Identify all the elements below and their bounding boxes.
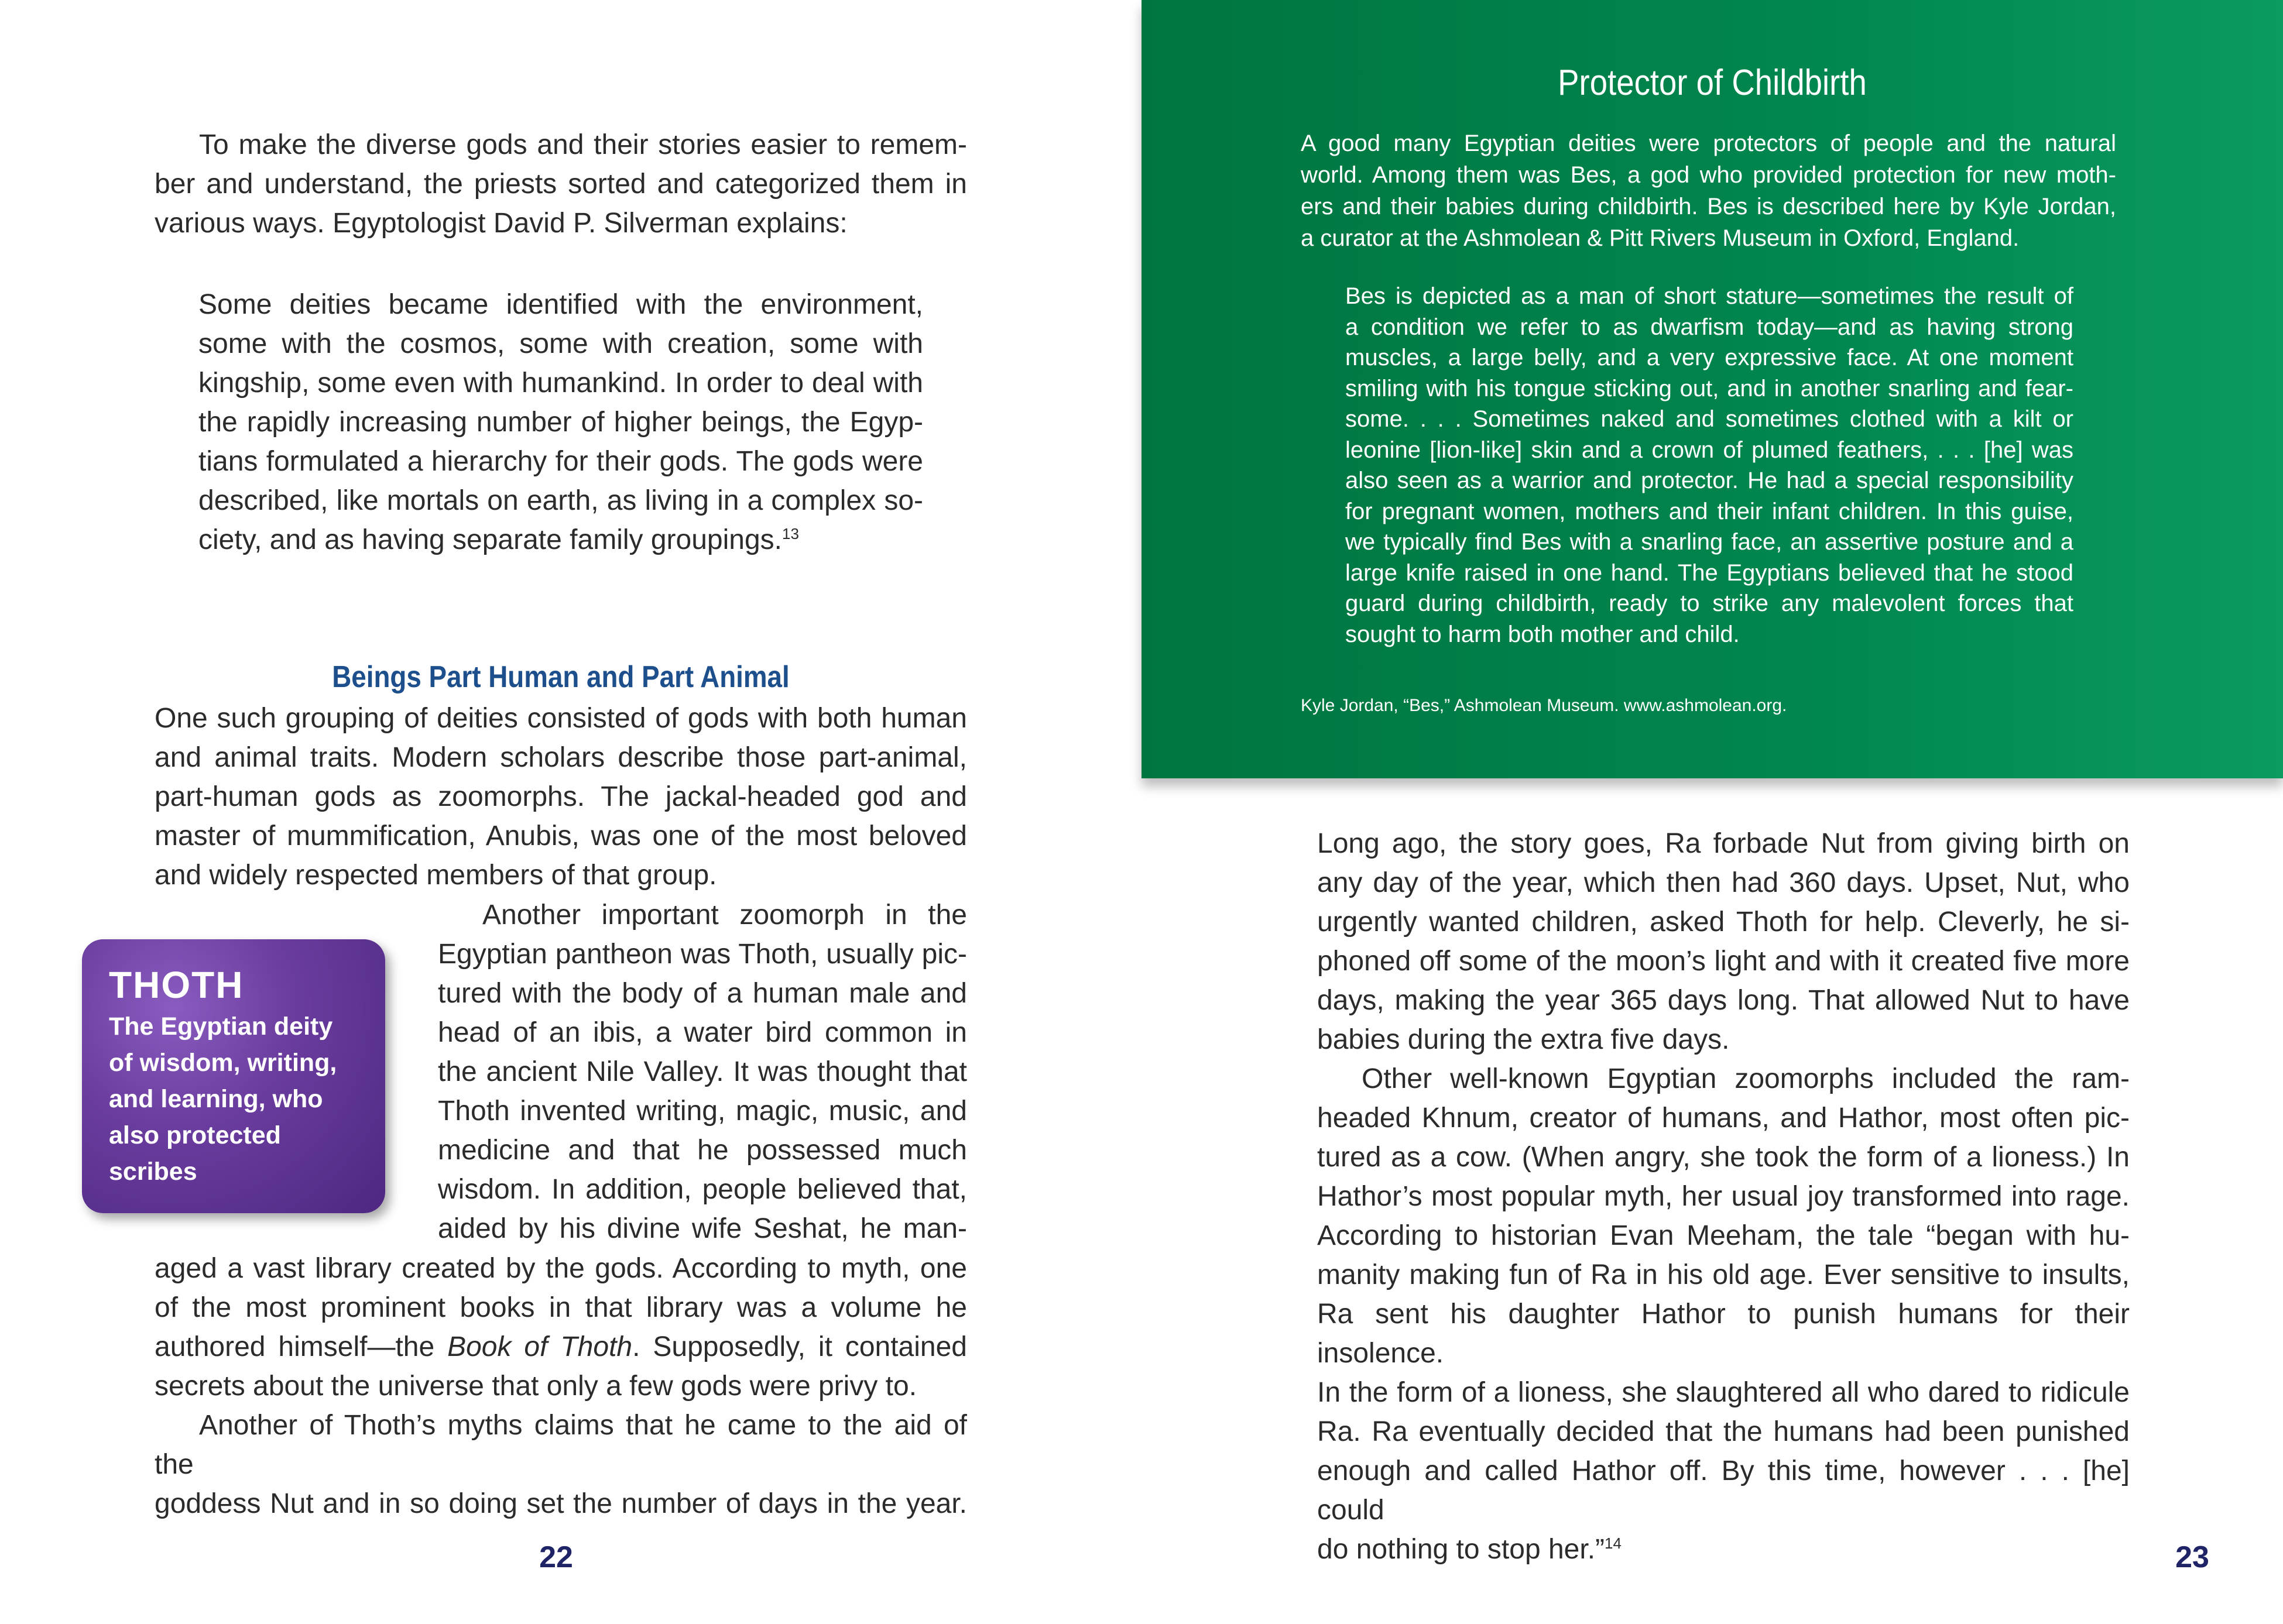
text-line: headed Khnum, creator of humans, and Hathor, most often pic-: [1317, 1103, 2130, 1134]
footnote-ref: 13: [782, 525, 799, 543]
text-line: enough and called Hathor off. By this time, however . . . [he] could: [1317, 1455, 2130, 1526]
text-line: In the form of a lioness, she slaughtered all who dared to ridicule: [1317, 1377, 2130, 1408]
text-line: muscles, a large belly, and a very expressive face. At one moment: [1345, 345, 2073, 370]
sidebar-title: Protector of Childbirth: [1558, 63, 1867, 103]
text-line: world. Among them was Bes, a god who provided protection for new moth-: [1301, 162, 2116, 188]
text-line: A good many Egyptian deities were protectors of people and the natural: [1301, 131, 2116, 156]
text-line: Bes is depicted as a man of short stature—sometimes the result of: [1345, 283, 2073, 309]
text-line: a curator at the Ashmolean & Pitt Rivers Museum in Oxford, England.: [1301, 225, 2020, 251]
text-line: any day of the year, which then had 360 days. Upset, Nut, who: [1317, 867, 2130, 898]
glossary-term: THOTH: [109, 964, 244, 1006]
text-line: for pregnant women, mothers and their infant children. In this guise,: [1345, 498, 2073, 524]
intro-paragraph: [155, 125, 967, 243]
text-line: some. . . . Sometimes naked and sometimes clothed with a kilt or: [1345, 406, 2073, 432]
text-line: tured with the body of a human male and: [438, 978, 967, 1009]
text-line: described, like mortals on earth, as living in a complex so-: [198, 485, 923, 516]
text-line: smiling with his tongue sticking out, and in another snarling and fear-: [1345, 375, 2073, 401]
text-line: kingship, some even with humankind. In order to deal with: [198, 368, 923, 399]
text-fragment: . Supposedly, it contained: [632, 1331, 967, 1362]
text-line: head of an ibis, a water bird common in: [438, 1017, 967, 1048]
text-line: ber and understand, the priests sorted and categorized them in: [155, 169, 967, 200]
text-line: phoned off some of the moon’s light and with it created five more: [1317, 946, 2130, 977]
right-page: [1142, 0, 2283, 1624]
paragraph-hathor: [1317, 1059, 2130, 1569]
text-line: [198, 520, 923, 559]
paragraph-nut: [155, 1406, 967, 1523]
sidebar-source-citation: Kyle Jordan, “Bes,” Ashmolean Museum. www.ashmolean.org.: [1301, 696, 1787, 715]
text-line: Other well-known Egyptian zoomorphs included the ram-: [1362, 1063, 2130, 1094]
text-line: master of mummification, Anubis, was one of the most beloved: [155, 820, 967, 852]
paragraph-thoth-wide: [155, 1249, 967, 1406]
text-line: manity making fun of Ra in his old age. Ever sensitive to insults,: [1317, 1259, 2130, 1290]
text-line: Hathor’s most popular myth, her usual joy transformed into rage.: [1317, 1181, 2130, 1212]
page-number: 23: [2175, 1540, 2209, 1574]
paragraph-zoomorphs: [155, 699, 967, 895]
text-line: According to historian Evan Meeham, the tale “began with hu-: [1317, 1220, 2130, 1251]
text-line: Egyptian pantheon was Thoth, usually pic-: [438, 939, 967, 970]
paragraph-thoth-narrow: [438, 895, 967, 1248]
text-line: tured as a cow. (When angry, she took the form of a lioness.) In: [1317, 1142, 2130, 1173]
text-line: sought to harm both mother and child.: [1345, 621, 1740, 647]
text-line: Ra sent his daughter Hathor to punish humans for their insolence.: [1317, 1299, 2130, 1369]
text-line: tians formulated a hierarchy for their gods. The gods were: [198, 446, 923, 477]
text-line: we typically find Bes with a snarling face, an assertive posture and a: [1345, 529, 2073, 555]
text-line: wisdom. In addition, people believed that,: [438, 1174, 967, 1205]
text-fragment: authored himself—the: [155, 1331, 448, 1362]
text-line: Another important zoomorph in the: [482, 899, 967, 931]
text-line: of the most prominent books in that library was a volume he: [155, 1292, 967, 1323]
text-line: medicine and that he possessed much: [438, 1135, 967, 1166]
text-line: large knife raised in one hand. The Egyptians believed that he stood: [1345, 559, 2073, 586]
text-line: some with the cosmos, some with creation, some with: [198, 328, 923, 359]
text-line: Thoth invented writing, magic, music, and: [438, 1096, 967, 1127]
definition-line: and learning, who: [109, 1085, 323, 1113]
definition-line: also protected: [109, 1121, 281, 1149]
text-line: secrets about the universe that only a few gods were privy to.: [155, 1371, 917, 1402]
text-line: ers and their babies during childbirth. Bes is described here by Kyle Jordan,: [1301, 194, 2116, 219]
text-line: [1317, 1530, 2130, 1569]
glossary-box-thoth: [82, 939, 385, 1213]
definition-line: scribes: [109, 1158, 197, 1186]
text-line: babies during the extra five days.: [1317, 1024, 1730, 1055]
text-line: and animal traits. Modern scholars describe those part-animal,: [155, 742, 967, 773]
text-line: One such grouping of deities consisted of gods with both human: [155, 703, 967, 734]
text-line: Long ago, the story goes, Ra forbade Nut from giving birth on: [1317, 828, 2130, 859]
text-line-content: do nothing to stop her.”: [1317, 1534, 1605, 1565]
book-title: Book of Thoth: [447, 1331, 633, 1362]
text-line: urgently wanted children, asked Thoth for help. Cleverly, he si-: [1317, 907, 2130, 938]
text-line: Another of Thoth’s myths claims that he came to the aid of the: [155, 1410, 967, 1480]
text-line-content: ciety, and as having separate family groupings.: [198, 524, 783, 555]
text-line: goddess Nut and in so doing set the number of days in the year.: [155, 1488, 967, 1519]
text-line: [155, 1327, 967, 1367]
text-line: To make the diverse gods and their stories easier to remem-: [199, 129, 967, 160]
text-line: days, making the year 365 days long. That allowed Nut to have: [1317, 985, 2130, 1016]
text-line: various ways. Egyptologist David P. Silverman explains:: [155, 208, 848, 239]
definition-line: of wisdom, writing,: [109, 1049, 337, 1077]
sidebar-quote: [1345, 281, 2073, 650]
text-line: part-human gods as zoomorphs. The jackal-headed god and: [155, 781, 967, 812]
section-heading: Beings Part Human and Part Animal: [332, 660, 790, 694]
text-line: the ancient Nile Valley. It was thought that: [438, 1056, 967, 1087]
sidebar-intro: [1301, 128, 2116, 254]
text-line: and widely respected members of that group.: [155, 860, 717, 891]
text-line: guard during childbirth, ready to strike any malevolent forces that: [1345, 590, 2073, 616]
text-line: also seen as a warrior and protector. He had a special responsibility: [1345, 468, 2073, 493]
sidebar-box: [1142, 0, 2283, 778]
glossary-definition: [109, 1008, 365, 1190]
paragraph-ra-nut: [1317, 824, 2130, 1059]
text-line: the rapidly increasing number of higher beings, the Egyp-: [198, 407, 923, 438]
text-line: Ra. Ra eventually decided that the humans had been punished: [1317, 1416, 2130, 1447]
text-line: Some deities became identified with the environment,: [198, 289, 923, 320]
text-line: a condition we refer to as dwarfism today—and as having strong: [1345, 314, 2073, 340]
block-quote: [198, 285, 923, 559]
text-line: aged a vast library created by the gods. According to myth, one: [155, 1253, 967, 1284]
page-number: 22: [539, 1540, 573, 1574]
text-line: aided by his divine wife Seshat, he man-: [438, 1213, 967, 1244]
text-line: leonine [lion-like] skin and a crown of plumed feathers, . . . [he] was: [1345, 437, 2073, 463]
footnote-ref: 14: [1605, 1534, 1622, 1552]
definition-line: The Egyptian deity: [109, 1012, 333, 1041]
